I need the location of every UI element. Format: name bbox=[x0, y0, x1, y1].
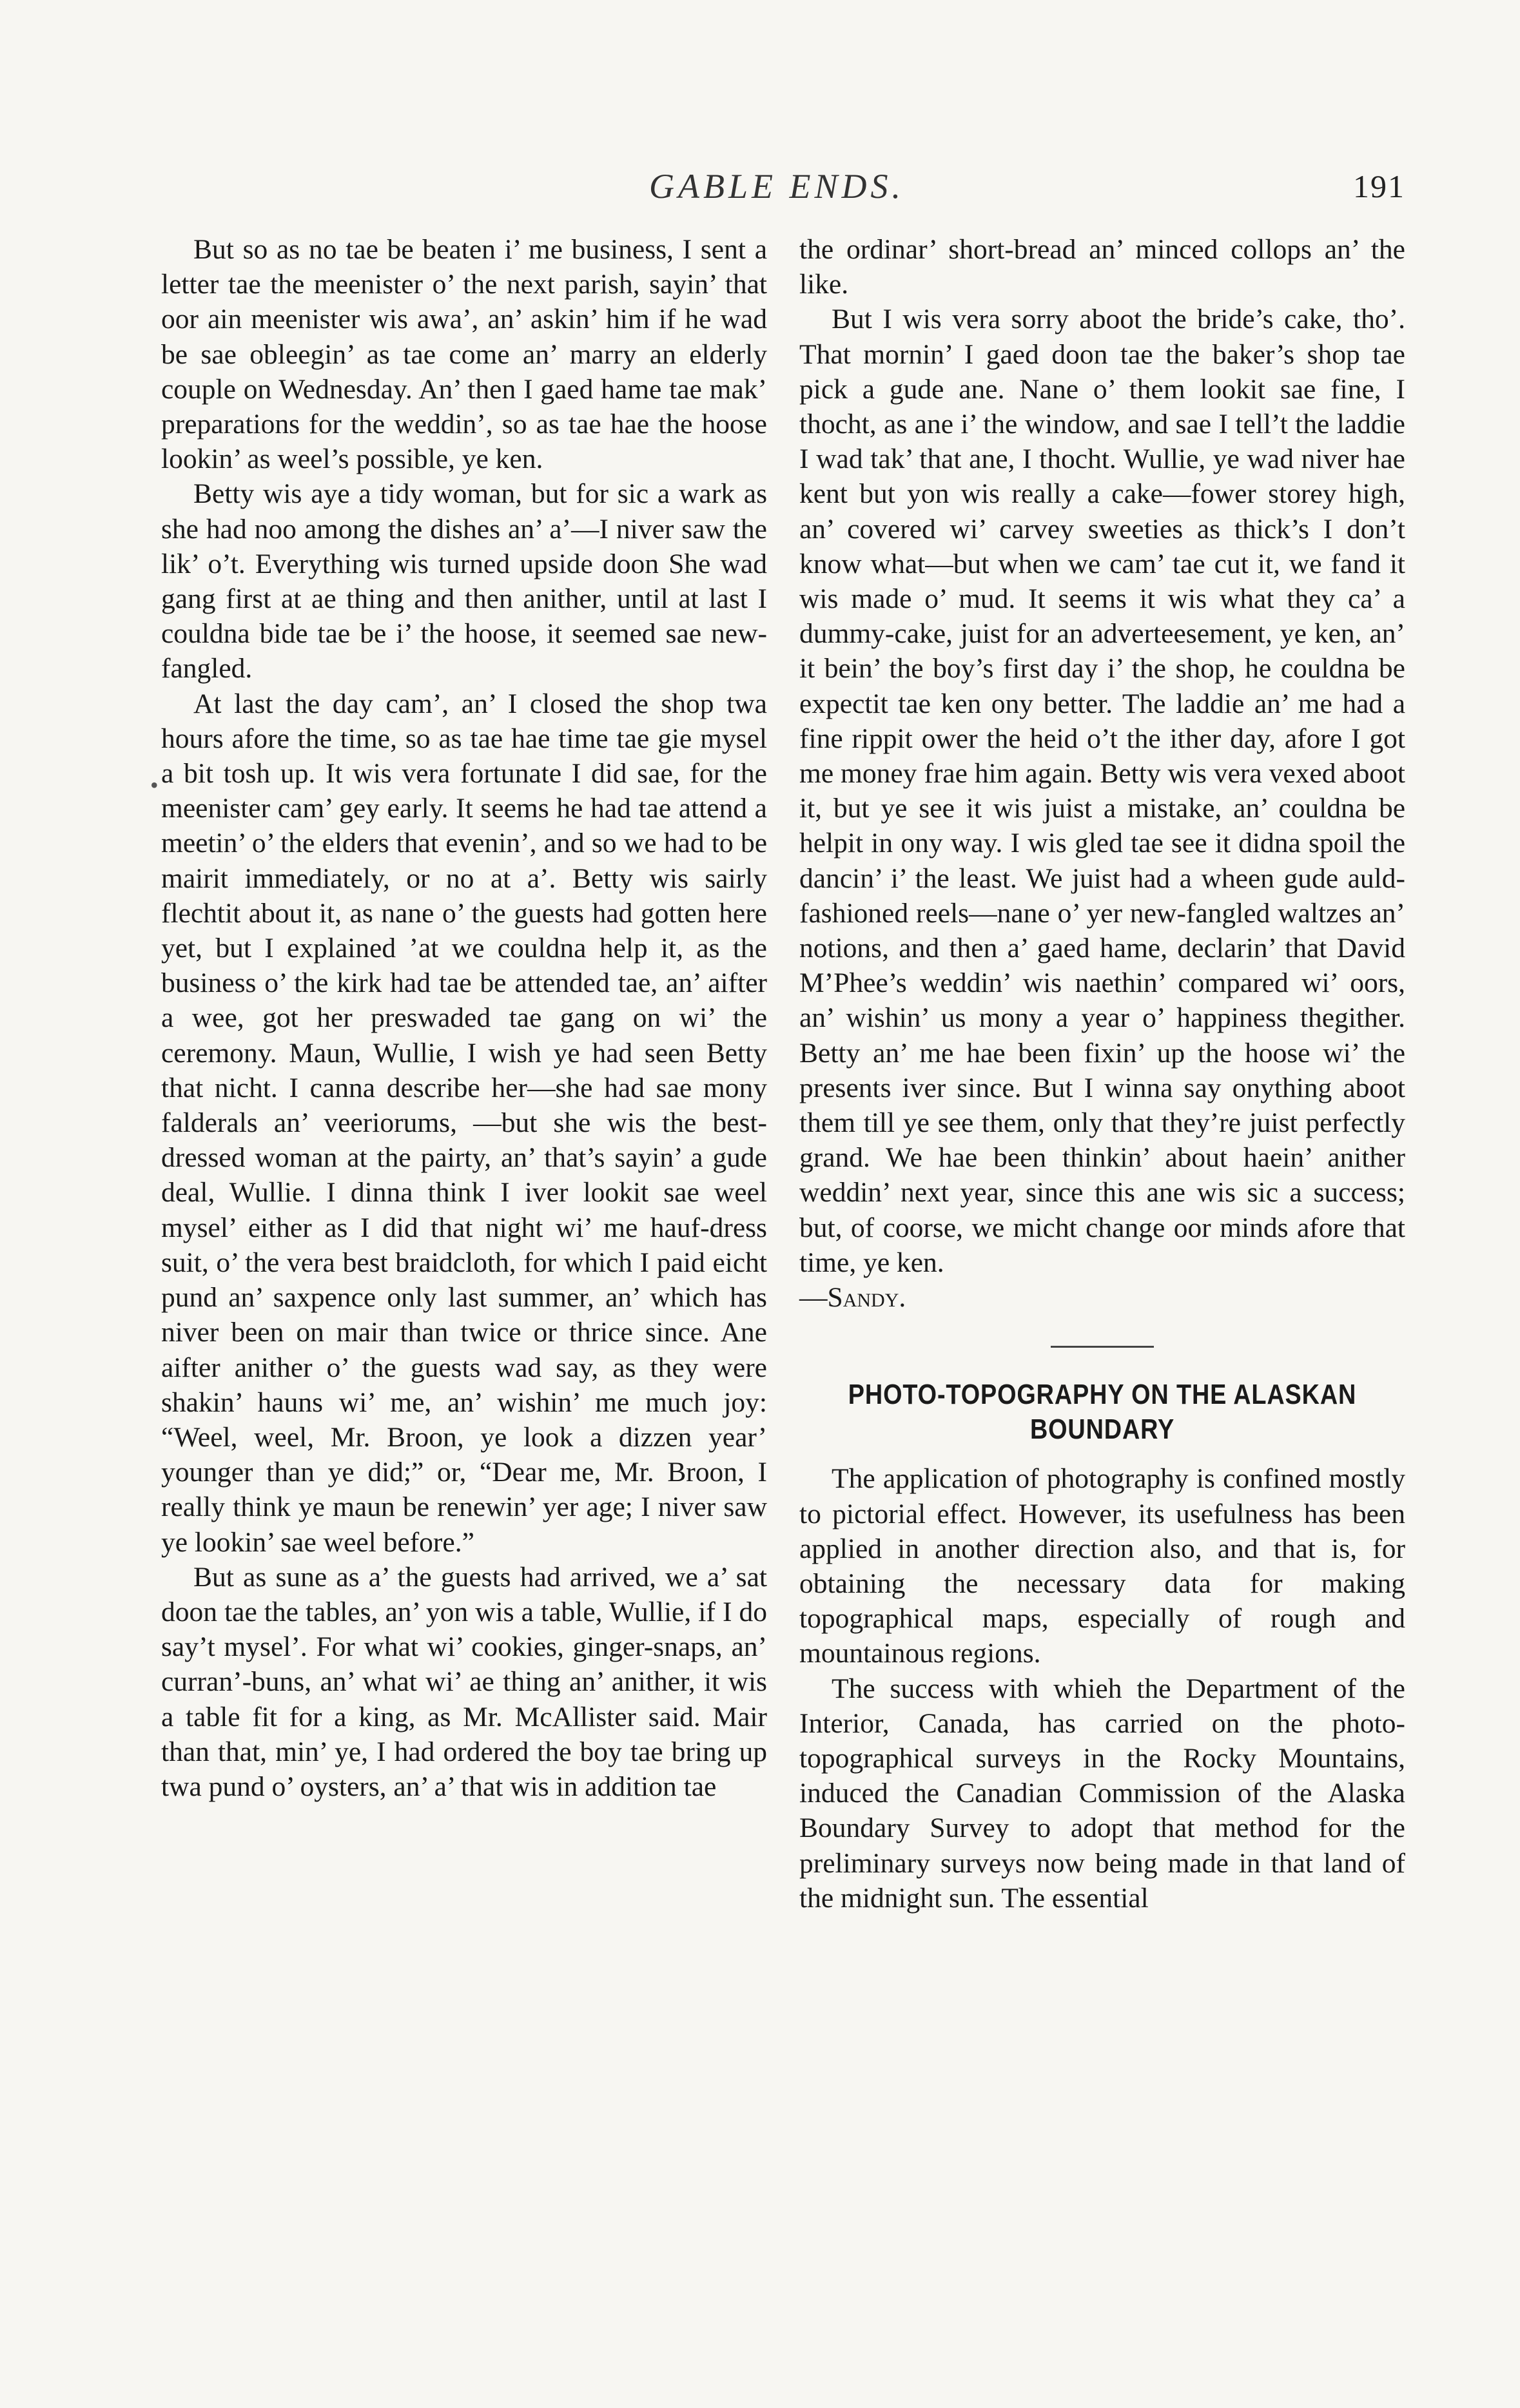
section-divider bbox=[1051, 1346, 1154, 1348]
article-heading: PHOTO-TOPOGRAPHY ON THE ALASKAN BOUNDARY bbox=[848, 1379, 1357, 1446]
right-column bbox=[799, 232, 1405, 1916]
page-header bbox=[148, 166, 1405, 218]
paragraph: Betty wis aye a tidy woman, but for sic a wark as she had noo among the dishes an’ a’—I niver saw the lik’ o’t. Everything wis turned upside doon She wad gang first at ae thing and then anither, until at last I couldna bide tae be i’ the hoose, it seemed sae new-fangled. bbox=[161, 478, 767, 685]
paragraph: But as sune as a’ the guests had arrived, we a’ sat doon tae the tables, an’ yon wis a table, Wullie, if I do say’t mysel’. For what wi’ cookies, ginger-snaps, an’ curran’-buns, an’ what wi’ ae thing an’ anither, it wis a table fit for a king, as Mr. McAllister said. Mair than that, min’ ye, I had ordered the boy tae bring up twa pund o’ oysters, an’ a’ that wis in addition tae bbox=[161, 1561, 767, 1802]
running-title: GABLE ENDS. bbox=[649, 167, 904, 206]
paragraph: the ordinar’ short-bread an’ minced collops an’ the like. bbox=[799, 234, 1405, 300]
paragraph: But I wis vera sorry aboot the bride’s cake, tho’. That mornin’ I gaed doon tae the baker’s shop tae pick a gude ane. Nane o’ them lookit sae fine, I thocht, as ane i’ the window, and sae I tell’t the laddie I wad tak’ that ane, I thocht. Wullie, ye wad niver hae kent but yon wis really a cake—fower storey high, an’ covered wi’ carvey sweeties as thick’s I don’t know what—but when we cam’ tae cut it, we fand it wis made o’ mud. It seems it wis what they ca’ a dummy-cake, juist for an adverteesement, ye ken, an’ it bein’ the boy’s first day i’ the shop, he couldna be expectit tae ken ony better. The laddie an’ me had a fine rippit ower the heid o’t the ither day, afore I got me money frae him again. Betty wis vera vexed aboot it, but ye see it wis juist a mistake, an’ couldna be helpit in ony way. I wis gled tae see it didna spoil the dancin’ i’ the least. We juist had a wheen gude auld-fashioned reels—nane o’ yer new-fangled waltzes an’ notions, and then a’ gaed hame, declarin’ that David M’Phee’s weddin’ wis naethin’ compared wi’ oors, an’ wishin’ us mony a year o’ happiness thegither. Betty an’ me hae been fixin’ up the hoose wi’ the presents iver since. But I winna say onything aboot them till ye see them, only that they’re juist perfectly grand. We hae been thinkin’ about haein’ anither weddin’ next year, since this ane wis sic a success; but, of coorse, we micht change oor minds afore that time, ye ken. bbox=[799, 304, 1405, 1278]
margin-mark: • bbox=[150, 772, 159, 798]
signature: —Sandy. bbox=[799, 1282, 906, 1314]
page-number: 191 bbox=[1353, 168, 1405, 204]
paragraph: But so as no tae be beaten i’ me business, I sent a letter tae the meenister o’ the next parish, sayin’ that oor ain meenister wis awa’, an’ askin’ him if he wad be sae obleegin’ as tae come an’ marry an elderly couple on Wednesday. An’ then I gaed hame tae mak’ preparations for the weddin’, so as tae hae the hoose lookin’ as weel’s possible, ye ken. bbox=[161, 234, 767, 475]
paragraph: The success with whieh the Department of the Interior, Canada, has carried on the photo-topographical surveys in the Rocky Mountains, induced the Canadian Commission of the Alaska Boundary Survey to adopt that method for the preliminary surveys now being made in that land of the midnight sun. The essential bbox=[799, 1673, 1405, 1914]
paragraph: The application of photography is confined mostly to pictorial effect. However, its usefulness has been applied in another direction also, and that is, for obtaining the necessary data for making topographical maps, especially of rough and mountainous regions. bbox=[799, 1463, 1405, 1669]
left-column bbox=[161, 232, 767, 1804]
paragraph: At last the day cam’, an’ I closed the shop twa hours afore the time, so as tae hae time tae gie mysel a bit tosh up. It wis vera fortunate I did sae, for the meenister cam’ gey early. It seems he had tae attend a meetin’ o’ the elders that evenin’, and so we had to be mairit immediately, or no at a’. Betty wis sairly flechtit about it, as nane o’ the guests had gotten here yet, but I explained ’at we couldna help it, as the business o’ the kirk had tae be attended tae, an’ aifter a wee, got her preswaded tae gang on wi’ the ceremony. Maun, Wullie, I wish ye had seen Betty that nicht. I canna describe her—she had sae mony falderals an’ veeriorums, —but she wis the best-dressed woman at the pairty, an’ that’s sayin’ a gude deal, Wullie. I dinna think I iver lookit sae weel mysel’ either as I did that night wi’ me hauf-dress suit, o’ the vera best braidcloth, for which I paid eicht pund an’ saxpence only last summer, an’ which has niver been on mair than twice or thrice since. Ane aifter anither o’ the guests wad say, as they were shakin’ hauns wi’ me, an’ wishin’ me much joy: “Weel, weel, Mr. Broon, ye look a dizzen year’ younger than ye did;” or, “Dear me, Mr. Broon, I really think ye maun be renewin’ yer age; I niver saw ye lookin’ sae weel before.” bbox=[161, 688, 767, 1558]
